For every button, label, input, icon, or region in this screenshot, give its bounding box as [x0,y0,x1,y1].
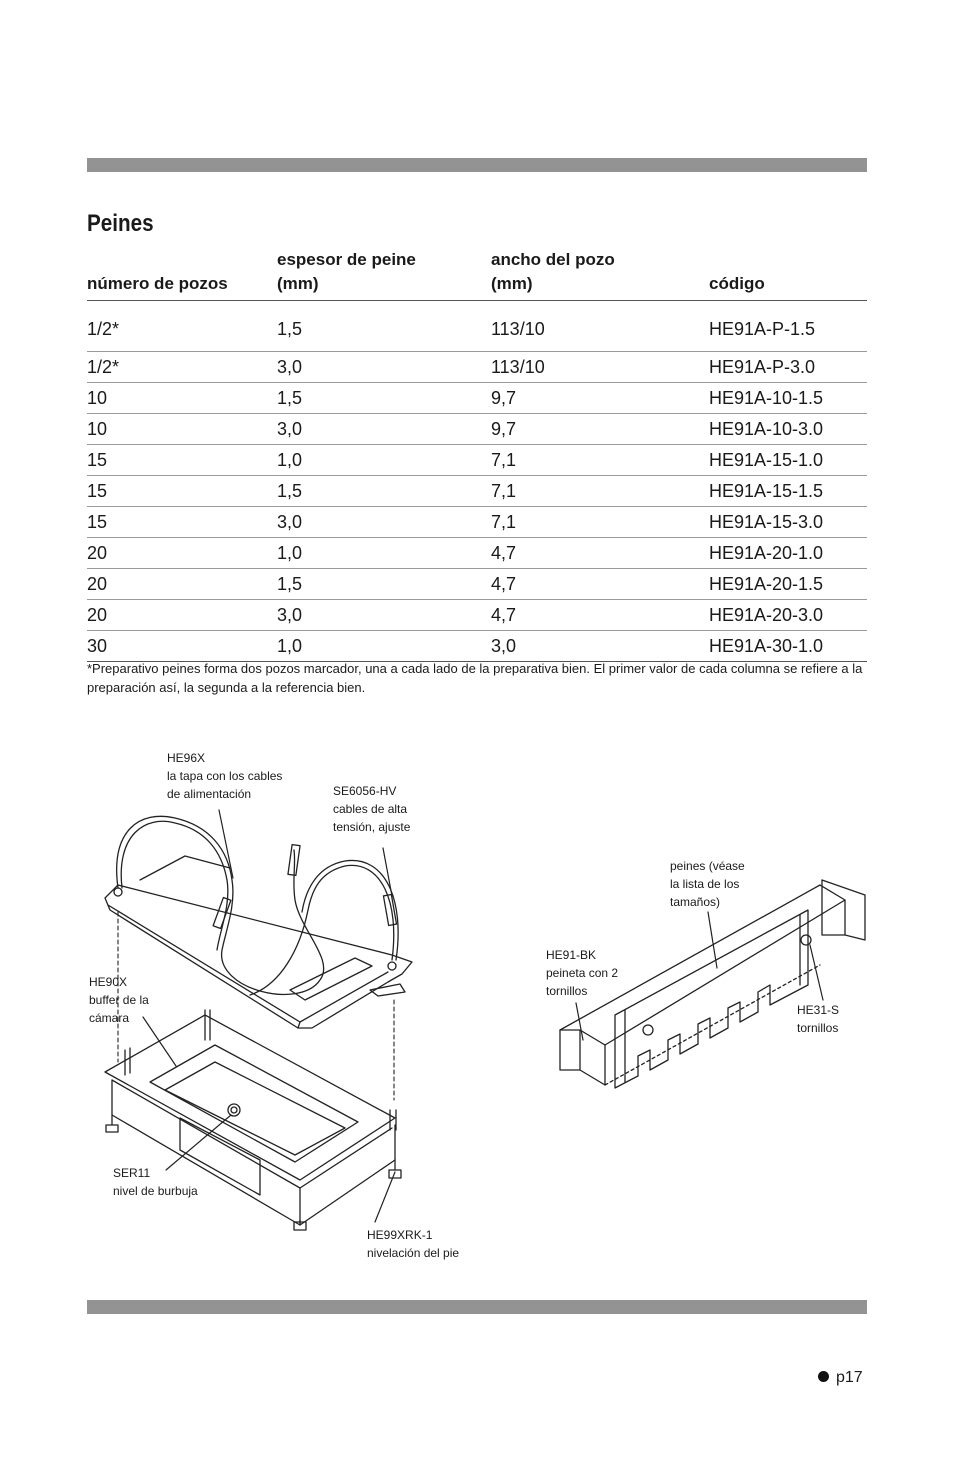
table-cell: 10 [87,383,277,414]
table-cell: 20 [87,538,277,569]
table-cell: 30 [87,631,277,662]
table-cell: 10 [87,414,277,445]
table-cell: 4,7 [491,569,709,600]
table-cell: 9,7 [491,414,709,445]
table-cell: 3,0 [277,352,491,383]
table-cell: HE91A-15-1.5 [709,476,867,507]
table-cell: 113/10 [491,301,709,352]
table-cell: 15 [87,445,277,476]
label-se6056-hv: SE6056-HV cables de alta tensión, ajuste [333,784,411,834]
table-cell: 1/2* [87,352,277,383]
table-cell: 7,1 [491,445,709,476]
label-he91-bk: HE91-BK peineta con 2 tornillos [546,948,619,998]
table-cell: HE91A-10-1.5 [709,383,867,414]
table-cell: 1,0 [277,538,491,569]
table-cell: 3,0 [277,600,491,631]
table-cell: 1,0 [277,631,491,662]
page-title: Peines [87,210,154,237]
bullet-icon [818,1371,829,1382]
table-cell: HE91A-15-3.0 [709,507,867,538]
label-he90x: HE90X buffer de la cámara [89,975,149,1025]
table-cell: 3,0 [491,631,709,662]
table-cell: HE91A-30-1.0 [709,631,867,662]
label-ser11: SER11 nivel de burbuja [113,1166,198,1198]
table-cell: 3,0 [277,414,491,445]
table-cell: 20 [87,569,277,600]
table-cell: 1,5 [277,476,491,507]
table-cell: HE91A-P-3.0 [709,352,867,383]
table-cell: 1,0 [277,445,491,476]
table-cell: 15 [87,507,277,538]
table-cell: HE91A-P-1.5 [709,301,867,352]
label-he31-s: HE31-S tornillos [797,1003,840,1035]
table-cell: HE91A-10-3.0 [709,414,867,445]
table-cell: 113/10 [491,352,709,383]
table-cell: 1,5 [277,301,491,352]
header-well-width: ancho del pozo (mm) [491,248,709,301]
table-cell: 4,7 [491,600,709,631]
bottom-divider-bar [87,1300,867,1314]
table-cell: 1,5 [277,569,491,600]
table-footnote: *Preparativo peines forma dos pozos marcador, una a cada lado de la preparativa bien. El primer valor de cada columna se refiere a la preparación así, la segunda a la referencia bien. [87,661,863,695]
table-cell: 20 [87,600,277,631]
table-cell: 4,7 [491,538,709,569]
page-number: p17 [818,1369,863,1387]
table-cell: 7,1 [491,507,709,538]
table-cell: HE91A-20-1.5 [709,569,867,600]
table-cell: 15 [87,476,277,507]
header-code: código [709,248,867,301]
table-cell: 1,5 [277,383,491,414]
header-thickness: espesor de peine (mm) [277,248,491,301]
table-cell: HE91A-20-1.0 [709,538,867,569]
table-cell: 3,0 [277,507,491,538]
label-he96x: HE96X la tapa con los cables de alimentación [167,751,283,801]
header-wells: número de pozos [87,248,277,301]
lid-drawing [105,816,412,1028]
table-cell: 1/2* [87,301,277,352]
table-cell: 7,1 [491,476,709,507]
table-cell: 9,7 [491,383,709,414]
label-peines: peines (véase la lista de los tamaños) [670,859,745,909]
table-cell: HE91A-15-1.0 [709,445,867,476]
label-he99xrk-1: HE99XRK-1 nivelación del pie [367,1228,460,1260]
table-cell: HE91A-20-3.0 [709,600,867,631]
